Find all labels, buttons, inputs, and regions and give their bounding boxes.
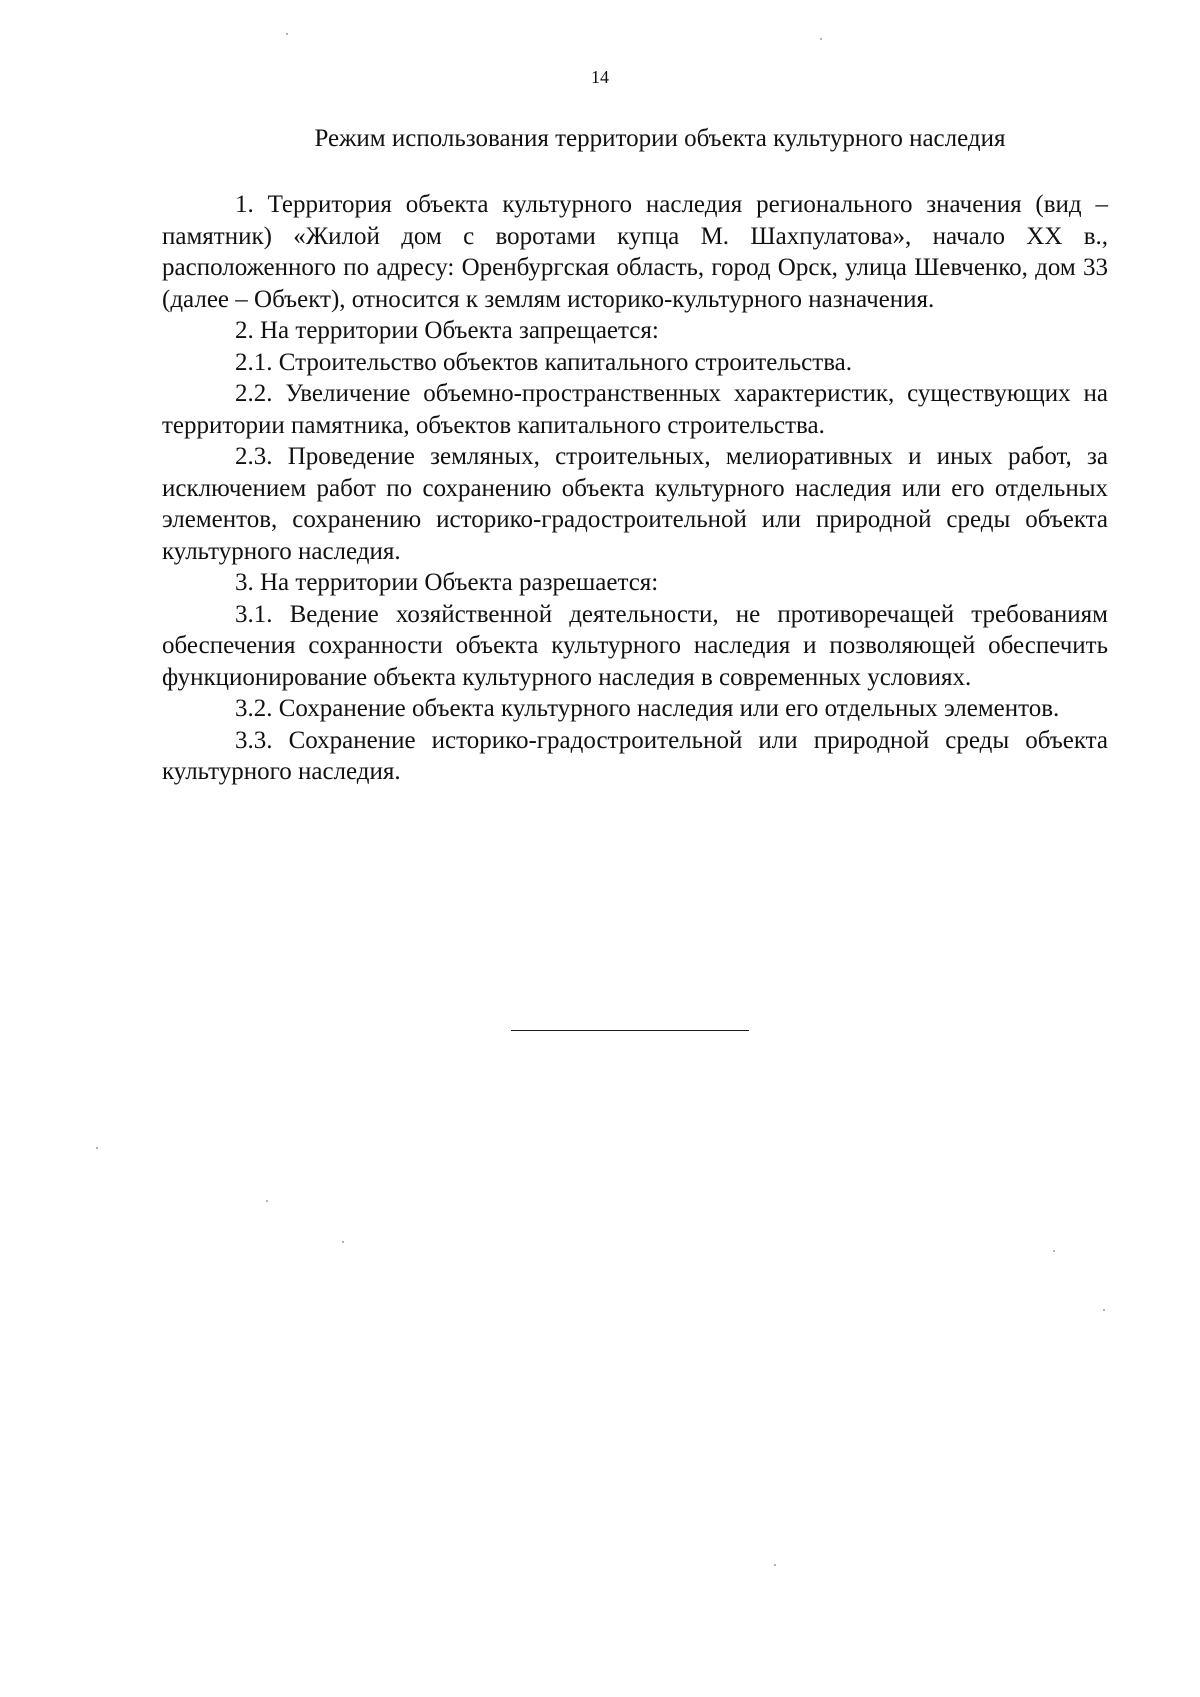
scan-speck: [774, 1564, 776, 1566]
paragraph-3-2: 3.2. Сохранение объекта культурного наследия или его отдельных элементов.: [235, 695, 1060, 722]
paragraph-2: 2. На территории Объекта запрещается:: [235, 317, 659, 344]
page-title: Режим использования территории объекта культурного наследия: [314, 125, 1006, 152]
paragraph-3-3: 3.3. Сохранение историко-градостроительной или природной среды объекта культурного наследия.: [162, 726, 1108, 785]
scan-speck: [1103, 1309, 1105, 1311]
paragraph-2-1: 2.1. Строительство объектов капитального строительства.: [235, 348, 853, 376]
page-number: 14: [591, 67, 609, 87]
paragraph-1: 1. Территория объекта культурного наследия регионального значения (вид – памятник) «Жилой дом с воротами купца М. Шахпулатова», начало XX в., расположенного по адресу: Оренбургская область, город Орск, улица Шевченко, дом 33 (далее – Объект), относится к землям историко-культурного назначения.: [162, 191, 1108, 313]
closing-divider: [511, 1030, 749, 1031]
scan-speck: [1053, 1250, 1055, 1252]
scan-speck: [342, 1241, 344, 1243]
paragraph-3-1: 3.1. Ведение хозяйственной деятельности, не противоречащей требованиям обеспечения сохранности объекта культурного наследия и позволяющей обеспечить функционирование объекта культурного наследия в современных условиях.: [162, 600, 1108, 691]
scan-speck: [820, 38, 822, 40]
document-body: [162, 189, 1108, 788]
paragraph-2-2: 2.2. Увеличение объемно-пространственных характеристик, существующих на территории памятника, объектов капитального строительства.: [162, 380, 1108, 439]
paragraph-3: 3. На территории Объекта разрешается:: [235, 569, 659, 596]
paragraph-2-3: 2.3. Проведение земляных, строительных, мелиоративных и иных работ, за исключением работ по сохранению объекта культурного наследия или его отдельных элементов, сохранению историко-градостроительной или природной среды объекта культурного наследия.: [162, 443, 1108, 565]
scan-speck: [96, 1147, 98, 1149]
scan-speck: [286, 33, 288, 35]
scan-speck: [266, 1200, 268, 1202]
